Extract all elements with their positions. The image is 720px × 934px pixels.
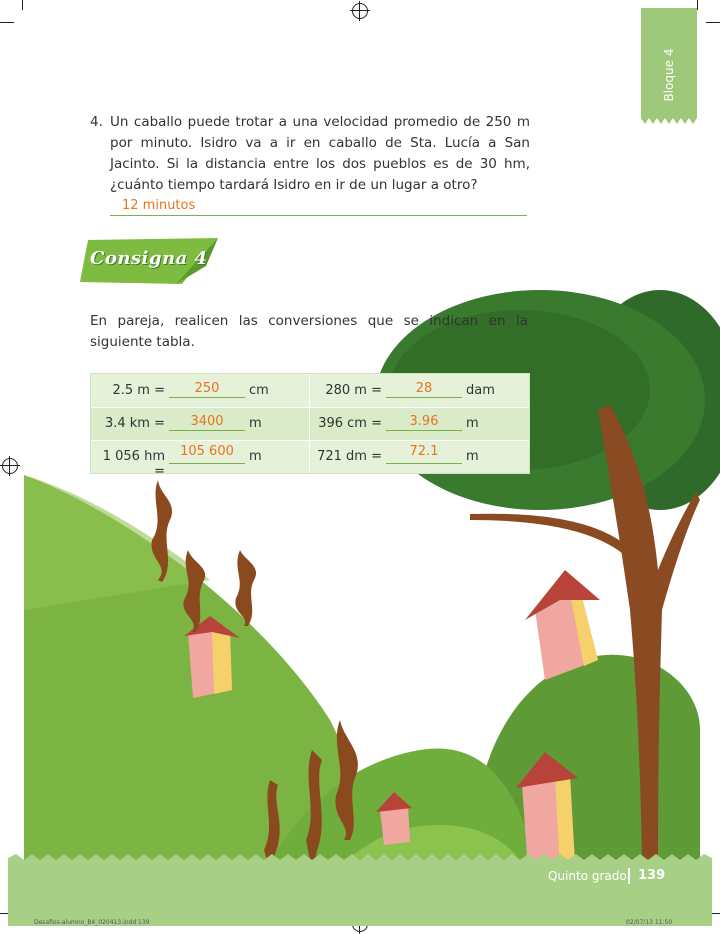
conversion-table [90, 373, 530, 479]
cell-unit: dam [466, 383, 495, 398]
page-number: 139 [638, 868, 666, 883]
landscape-illustration [0, 280, 720, 880]
crop-mark [22, 0, 23, 10]
answer-line [169, 397, 245, 398]
house-icon [525, 570, 600, 680]
answer-line [110, 215, 527, 216]
footer-divider [628, 868, 630, 884]
cell-answer[interactable]: 3.96 [409, 414, 439, 429]
cell-unit: cm [249, 383, 269, 398]
registration-mark-icon [352, 3, 368, 19]
cell-answer[interactable]: 250 [194, 381, 220, 396]
zigzag-edge [641, 116, 697, 124]
row-divider [91, 407, 529, 408]
cell-unit: m [466, 416, 479, 431]
answer-line [169, 463, 245, 464]
problem-text: Un caballo puede trotar a una velocidad promedio de 250 m por minuto. Isidro va a ir en caballo de Sta. Lucía a San Jacinto. Si la distancia entre los dos pueblos es de 30 hm, ¿cuánto tiempo tardará Isidro en ir de un lugar a otro? [110, 114, 530, 193]
crop-mark [697, 0, 698, 10]
cell-unit: m [249, 416, 262, 431]
instruction-text: En pareja, realicen las conversiones que se indican en la siguiente tabla. [90, 313, 528, 350]
problem-4 [90, 112, 530, 196]
cell-answer[interactable]: 72.1 [409, 444, 439, 459]
cell-label: 280 m = [325, 383, 382, 398]
answer-line [386, 397, 462, 398]
cell-answer[interactable]: 3400 [190, 414, 224, 429]
cell-label: 2.5 m = [112, 383, 165, 398]
print-date: 02/07/13 11:50 [626, 919, 673, 926]
crop-mark [706, 22, 720, 23]
print-slug: Desafios-alumno_B4_020413.indd 139 [34, 919, 150, 926]
row-divider [91, 440, 529, 441]
cell-answer[interactable]: 28 [415, 381, 433, 396]
cell-label: 721 dm = [317, 449, 382, 464]
bloque-label: Bloque 4 [662, 48, 676, 102]
answer-line [169, 430, 245, 431]
cell-unit: m [466, 449, 479, 464]
problem-answer[interactable]: 12 minutos [122, 198, 196, 213]
cell-unit: m [249, 449, 262, 464]
answer-line [386, 430, 462, 431]
cell-label: 3.4 km = [104, 416, 165, 431]
consigna-title: Consigna 4 [90, 248, 208, 269]
problem-number: 4. [90, 114, 103, 130]
cell-label: 1 056 hm = [102, 449, 165, 479]
answer-line [386, 463, 462, 464]
grade-label: Quinto grado [548, 869, 627, 883]
crop-mark [0, 22, 14, 23]
cell-label: 396 cm = [318, 416, 382, 431]
zigzag-edge [8, 854, 712, 862]
cell-answer[interactable]: 105 600 [180, 444, 234, 459]
